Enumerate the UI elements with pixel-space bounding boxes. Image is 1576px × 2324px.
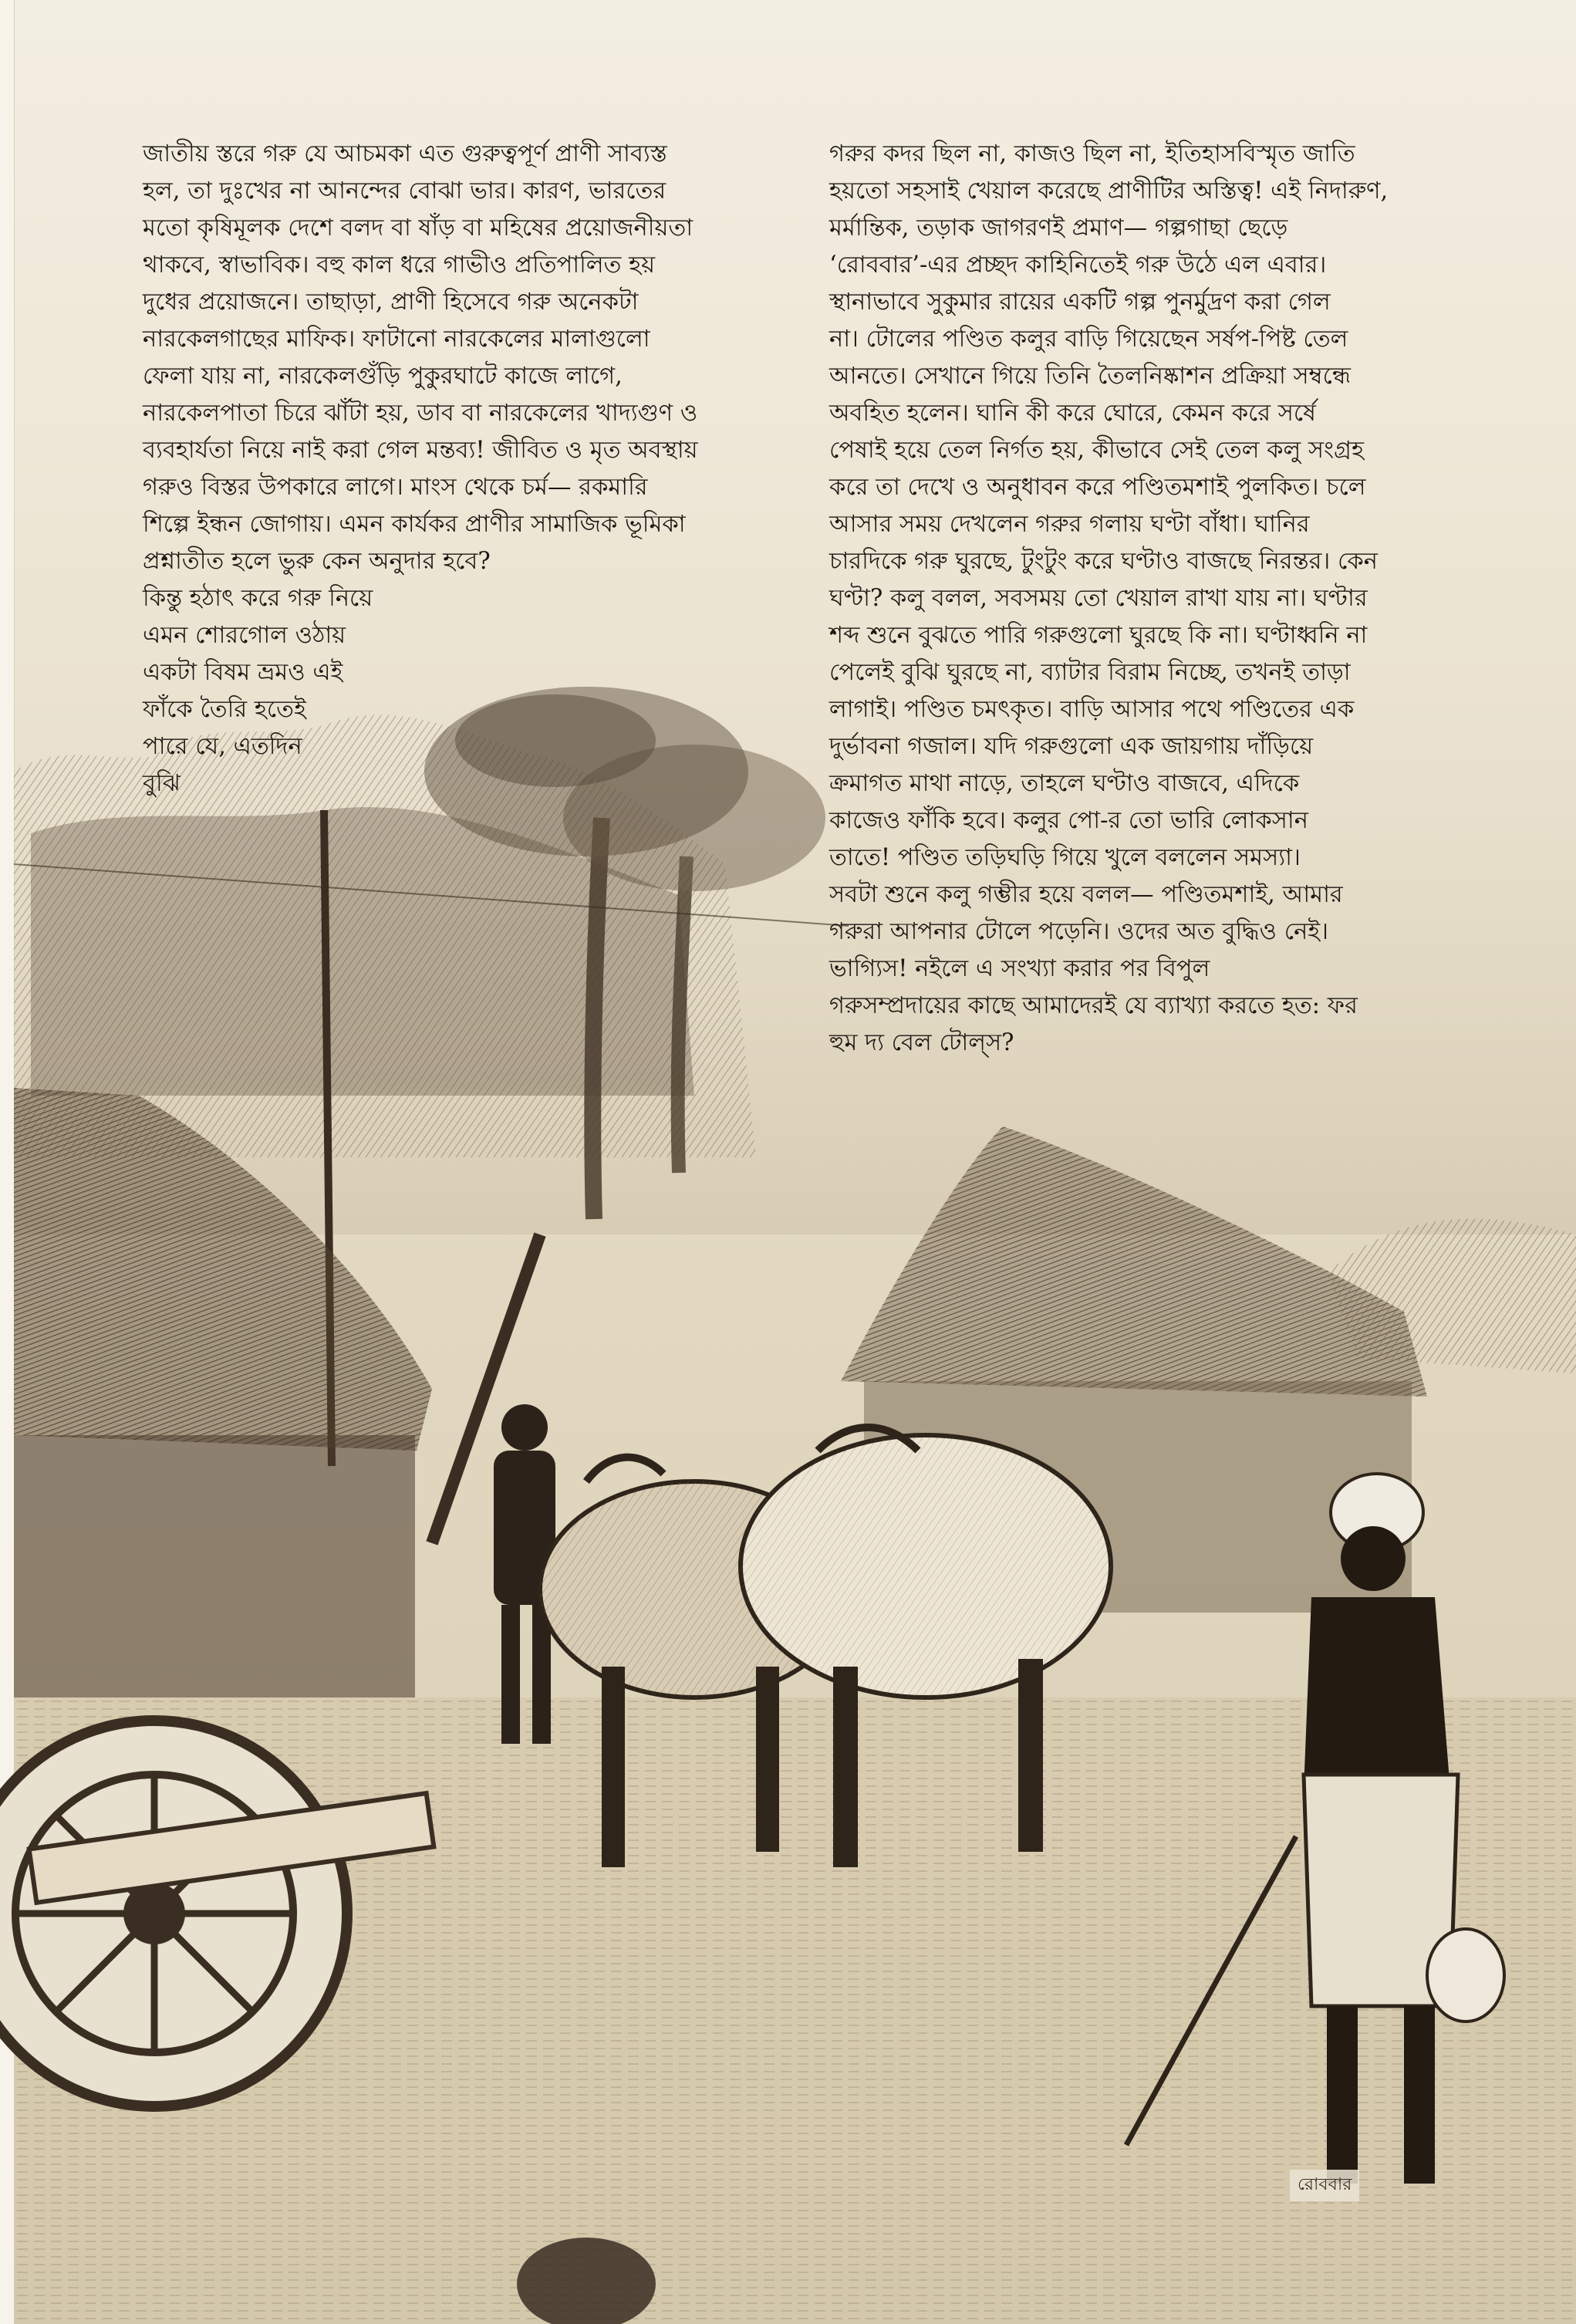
left-paragraph-1: জাতীয় স্তরে গরু যে আচমকা এত গুরুত্বপূর্ণ প্রাণী সাব্যস্ত হল, তা দুঃখের না আনন্দের বোঝা ভার। কারণ, ভারতের মতো কৃষিমূলক দেশে বলদ বা ষাঁড় বা মহিষের প্রয়োজনীয়তা থাকবে, স্বাভাবিক। বহু কাল ধরে গাভীও প্রতিপালিত হয় দুধের প্রয়োজনে। তাছাড়া, প্রাণী হিসেবে গরু অনেকটা নারকেলগাছের মাফিক। ফাটানো নারকেলের মালাগুলো ফেলা যায় না, নারকেলগুঁড়ি পুকুরঘাটে কাজে লাগে, নারকেলপাতা চিরে ঝাঁটা হয়, ডাব বা নারকেলের খাদ্যগুণ ও ব্যবহার্যতা নিয়ে নাই করা গেল মন্তব্য! জীবিত ও মৃত অবস্থায় গরুও বিস্তর উপকারে লাগে। মাংস থেকে চর্ম— রকমারি শিল্পে ইন্ধন জোগায়। এমন কার্যকর প্রাণীর সামাজিক ভূমিকা প্রশ্নাতীত হলে ভুরু কেন অনুদার হবে? <box>143 140 698 575</box>
right-paragraph-1: গরুর কদর ছিল না, কাজও ছিল না, ইতিহাসবিস্মৃত জাতি হয়তো সহসাই খেয়াল করেছে প্রাণীটির অস্তিত্ব! এই নিদারুণ, মর্মান্তিক, তড়াক জাগরণই প্রমাণ— গল্পগাছা ছেড়ে ‘রোববার’-এর প্রচ্ছদ কাহিনিতেই গরু উঠে এল এবার। <box>829 140 1389 279</box>
magazine-name-label: রোববার <box>1290 2170 1359 2201</box>
cart-wheel <box>0 1721 347 2106</box>
hut-far-right-roof <box>1327 1219 1576 1373</box>
hut-left-wall <box>14 1435 415 1697</box>
article-left-column <box>143 136 760 580</box>
article-left-column-continuation <box>143 580 467 802</box>
left-paragraph-2: কিন্তু হঠাৎ করে গরু নিয়ে এমন শোরগোল ওঠায় একটা বিষম ভ্রমও এই ফাঁকে তৈরি হতেই পারে যে, এতদিন বুঝি <box>143 585 373 797</box>
article-right-column <box>829 136 1462 1062</box>
right-paragraph-2: স্থানাভাবে সুকুমার রায়ের একটি গল্প পুনর্মুদ্রণ করা গেল না। টোলের পণ্ডিত কলুর বাড়ি গিয়েছেন সর্ষপ-পিষ্ট তেল আনতে। সেখানে গিয়ে তিনি তৈলনিষ্কাশন প্রক্রিয়া সম্বন্ধে অবহিত হলেন। ঘানি কী করে ঘোরে, কেমন করে সর্ষে পেষাই হয়ে তেল নির্গত হয়, কীভাবে সেই তেল কলু সংগ্রহ করে তা দেখে ও অনুধাবন করে পণ্ডিতমশাই পুলকিত। চলে আসার সময় দেখলেন গরুর গলায় ঘণ্টা বাঁধা। ঘানির চারদিকে গরু ঘুরছে, টুংটুং করে ঘণ্টাও বাজছে নিরন্তর। কেন ঘণ্টা? কলু বলল, সবসময় তো খেয়াল রাখা যায় না। ঘণ্টার শব্দ শুনে বুঝতে পারি গরুগুলো ঘুরছে কি না। ঘণ্টাধ্বনি না পেলেই বুঝি ঘুরছে না, ব্যাটার বিরাম নিচ্ছে, তখনই তাড়া লাগাই। পণ্ডিত চমৎকৃত। বাড়ি আসার পথে পণ্ডিতের এক দুর্ভাবনা গজাল। যদি গরুগুলো এক জায়গায় দাঁড়িয়ে ক্রমাগত মাথা নাড়ে, তাহলে ঘণ্টাও বাজবে, এদিকে কাজেও ফাঁকি হবে। কলুর পো-র তো ভারি লোকসান তাতে! পণ্ডিত তড়িঘড়ি গিয়ে খুলে বললেন সমস্যা। সবটা শুনে কলু গম্ভীর হয়ে বলল— পণ্ডিতমশাই, আমার গরুরা আপনার টোলে পড়েনি। ওদের অত বুদ্ধিও নেই। ভাগ্যিস! নইলে এ সংখ্যা করার পর বিপুল গরুসম্প্রদায়ের কাছে আমাদেরই যে ব্যাখ্যা করতে হত: ফর হুম দ্য বেল টোল্‌স? <box>829 289 1378 1056</box>
